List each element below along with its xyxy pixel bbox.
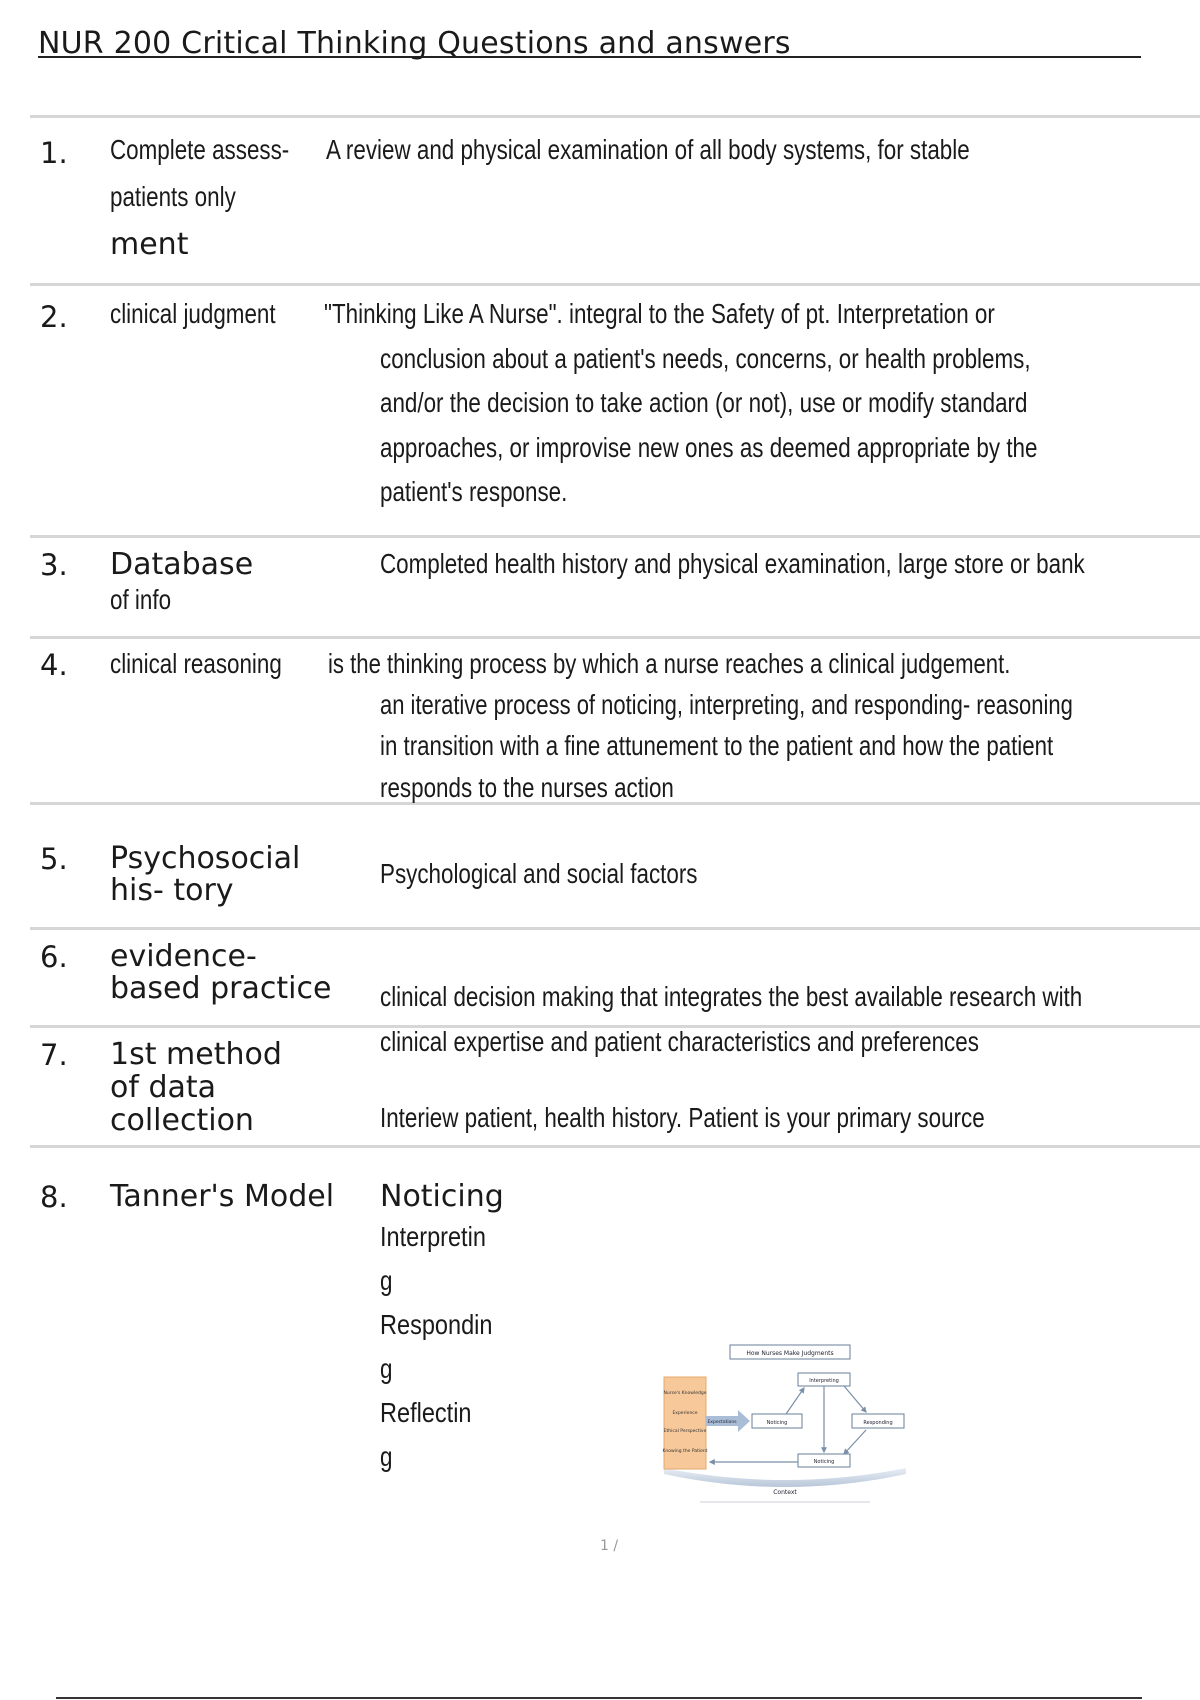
item-definition-line: in transition with a fine attunement to the patient and how the patient (380, 730, 1054, 761)
item-definition-line: g (380, 1265, 393, 1296)
item-definition-line: Reflectin (380, 1397, 472, 1428)
page-title: NUR 200 Critical Thinking Questions and answers (38, 26, 791, 61)
item-definition-line: Respondin (380, 1309, 493, 1340)
item-term-continued: collection (110, 1103, 254, 1138)
item-definition-line: responds to the nurses action (380, 772, 674, 803)
item-term: 1st method (110, 1037, 282, 1072)
item-definition-line: g (380, 1441, 393, 1472)
item-number: 1. (40, 136, 68, 170)
item-definition-line: conclusion about a patient's needs, concerns, or health problems, (380, 343, 1031, 374)
title-underline (38, 56, 1141, 58)
item-term: Psychosocial (110, 841, 301, 876)
item-term: clinical reasoning (110, 648, 282, 679)
item-term: evidence- (110, 939, 257, 974)
footer-rule (56, 1697, 1142, 1699)
item-definition-line: patients only (110, 181, 236, 212)
noticing-bottom-label: Noticing (813, 1459, 835, 1465)
divider (30, 535, 1200, 538)
item-term-continued: based practice (110, 971, 332, 1006)
divider (30, 115, 1200, 118)
item-definition-line: Psychological and social factors (380, 858, 698, 889)
item-definition-line: approaches, or improvise new ones as deemed appropriate by the (380, 432, 1038, 463)
responding-label: Responding (863, 1420, 893, 1426)
divider (30, 927, 1200, 930)
item-definition-line: Completed health history and physical examination, large store or bank (380, 548, 1085, 579)
ethical-label: Ethical Perspective (663, 1429, 707, 1434)
experience-label: Experience (672, 1411, 698, 1416)
tanner-model-figure (660, 1342, 910, 1507)
divider (30, 283, 1200, 286)
item-number: 5. (40, 842, 68, 876)
noticing-label: Noticing (766, 1420, 788, 1426)
item-definition-line: g (380, 1353, 393, 1384)
item-definition-line: A review and physical examination of all body systems, for stable (326, 134, 970, 165)
expectations-label: Expectations (707, 1420, 737, 1425)
divider (30, 1145, 1200, 1148)
item-term-continued: of data (110, 1070, 217, 1105)
item-term: Complete assess- (110, 134, 290, 165)
item-definition-line: Interpretin (380, 1221, 486, 1252)
divider (30, 636, 1200, 639)
arrow-interpreting-responding (844, 1386, 866, 1412)
item-definition-line: clinical expertise and patient characteristics and preferences (380, 1026, 979, 1057)
knowledge-label: Nurse's Knowledge (663, 1391, 707, 1396)
item-number: 4. (40, 648, 68, 682)
item-term-continued: his- tory (110, 873, 234, 908)
arrow-noticing-interpreting (786, 1388, 804, 1414)
item-number: 8. (40, 1180, 68, 1214)
item-definition-line: patient's response. (380, 476, 568, 507)
item-definition-line: "Thinking Like A Nurse". integral to the Safety of pt. Interpretation or (324, 298, 995, 329)
item-term: Tanner's Model (110, 1179, 335, 1214)
interpreting-label: Interpreting (809, 1378, 839, 1384)
item-term-continued: ment (110, 227, 189, 262)
item-definition-line: Interiew patient, health history. Patient is your primary source (380, 1102, 985, 1133)
item-definition-line: Noticing (380, 1179, 504, 1214)
knowing-label: Knowing the Patient (662, 1449, 708, 1454)
item-number: 2. (40, 300, 68, 334)
item-term: Database (110, 547, 254, 582)
item-definition-line: clinical decision making that integrates the best available research with (380, 981, 1083, 1012)
item-term: clinical judgment (110, 298, 276, 329)
page-number: 1 / (600, 1538, 619, 1554)
item-definition-list (380, 1215, 514, 1479)
item-number: 6. (40, 940, 68, 974)
arrow-responding-noticing (844, 1430, 866, 1454)
context-base (664, 1468, 906, 1487)
item-definition-line: and/or the decision to take action (or not), use or modify standard (380, 387, 1028, 418)
context-label: Context (773, 1489, 797, 1496)
item-number: 3. (40, 548, 68, 582)
item-term-continued: of info (110, 584, 172, 615)
item-definition-line: an iterative process of noticing, interpreting, and responding- reasoning (380, 689, 1073, 720)
item-definition-line: is the thinking process by which a nurse reaches a clinical judgement. (328, 648, 1011, 679)
item-number: 7. (40, 1038, 68, 1072)
figure-title: How Nurses Make Judgments (746, 1350, 834, 1357)
